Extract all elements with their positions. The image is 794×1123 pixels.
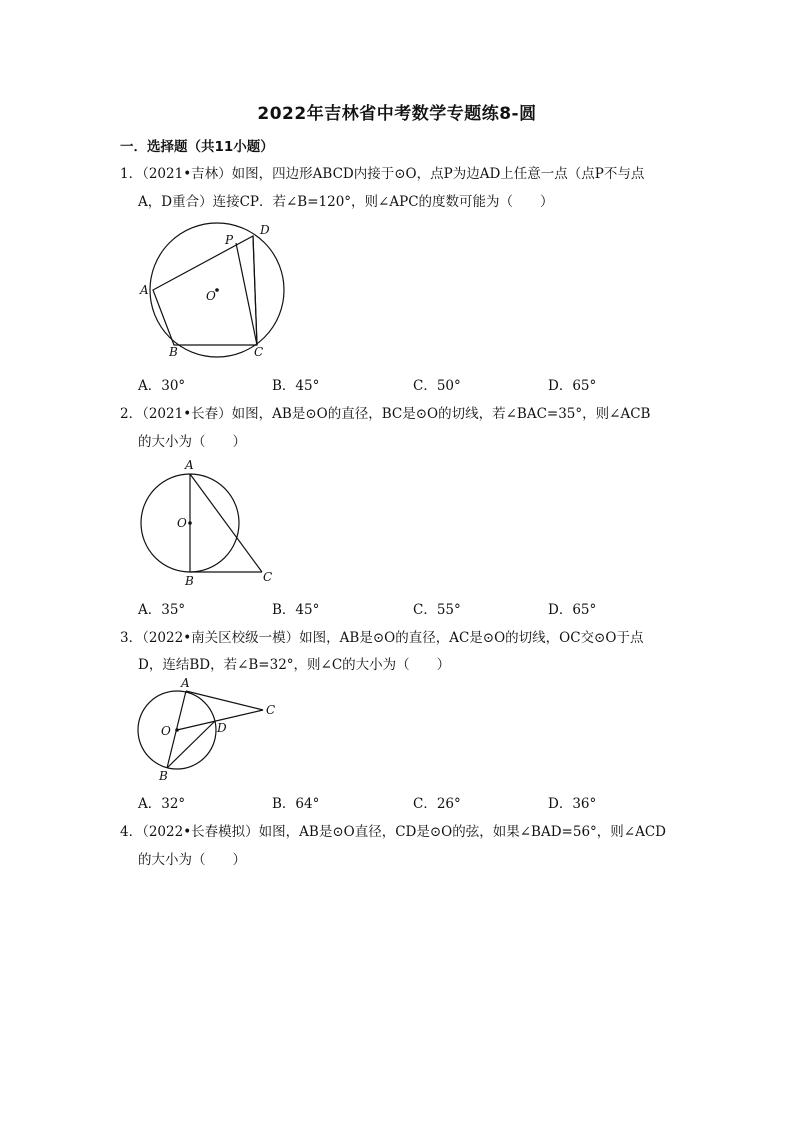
- q3-segment-bd: [167, 721, 215, 768]
- q3-option-c[interactable]: C．26°: [413, 796, 461, 812]
- q1-option-c[interactable]: C．50°: [413, 378, 461, 394]
- q2-center-dot: [188, 521, 192, 525]
- q2-segment-ac: [190, 474, 262, 572]
- q3-label-o: O: [161, 724, 171, 738]
- q2-label-b: B: [185, 574, 194, 588]
- q1-option-a[interactable]: A．30°: [138, 378, 186, 394]
- q3-figure: [136, 676, 286, 786]
- q2-label-o: O: [177, 516, 187, 530]
- q3-option-d[interactable]: D．36°: [548, 796, 597, 812]
- q2-figure: [136, 458, 286, 590]
- q3-label-c: C: [266, 703, 276, 717]
- q2-label-a: A: [185, 458, 194, 472]
- q2-option-b[interactable]: B．45°: [272, 602, 320, 618]
- section-heading: 一．选择题（共11小题）: [120, 139, 274, 155]
- q1-label-o: O: [206, 289, 216, 303]
- q2-label-c: C: [263, 570, 273, 584]
- q3-option-a[interactable]: A．32°: [138, 796, 186, 812]
- q3-label-d: D: [217, 721, 227, 735]
- q3-tangent-ac: [186, 691, 263, 710]
- q2-options: [138, 598, 678, 616]
- q1-options: [138, 374, 678, 392]
- q1-label-c: C: [254, 345, 264, 359]
- q1-text-line2: A，D重合）连接CP．若∠B=120°，则∠APC的度数可能为（ ）: [138, 194, 554, 210]
- q3-text-line2: D，连结BD，若∠B=32°，则∠C的大小为（ ）: [138, 657, 451, 673]
- q2-option-c[interactable]: C．55°: [413, 602, 461, 618]
- q1-label-p: P: [225, 233, 234, 247]
- q1-label-a: A: [140, 283, 149, 297]
- q3-label-b: B: [159, 769, 168, 783]
- q3-options: [138, 792, 678, 810]
- q1-option-b[interactable]: B．45°: [272, 378, 320, 394]
- q1-option-d[interactable]: D．65°: [548, 378, 597, 394]
- q1-figure: [136, 218, 296, 363]
- q1-label-b: B: [169, 345, 178, 359]
- q3-center-dot: [175, 728, 179, 732]
- q2-option-d[interactable]: D．65°: [548, 602, 597, 618]
- q2-option-a[interactable]: A．35°: [138, 602, 186, 618]
- q2-text-line1: 2．（2021•长春）如图，AB是⊙O的直径，BC是⊙O的切线，若∠BAC=35°，则∠ACB: [120, 406, 651, 422]
- q3-option-b[interactable]: B．64°: [272, 796, 320, 812]
- q3-label-a: A: [181, 676, 190, 690]
- page-title: 2022年吉林省中考数学专题练8-圆: [257, 104, 537, 124]
- q1-text-line1: 1．（2021•吉林）如图，四边形ABCD内接于⊙O，点P为边AD上任意一点（点P不与点: [120, 166, 645, 182]
- q4-text-line2: 的大小为（ ）: [138, 852, 246, 868]
- q3-text-line1: 3．（2022•南关区校级一模）如图，AB是⊙O的直径，AC是⊙O的切线，OC交⊙O于点: [120, 630, 644, 646]
- q4-text-line1: 4．（2022•长春模拟）如图，AB是⊙O直径，CD是⊙O的弦，如果∠BAD=56°，则∠ACD: [120, 824, 666, 840]
- q1-quadrilateral: [153, 236, 257, 345]
- q2-text-line2: 的大小为（ ）: [138, 434, 246, 450]
- q1-label-d: D: [260, 223, 270, 237]
